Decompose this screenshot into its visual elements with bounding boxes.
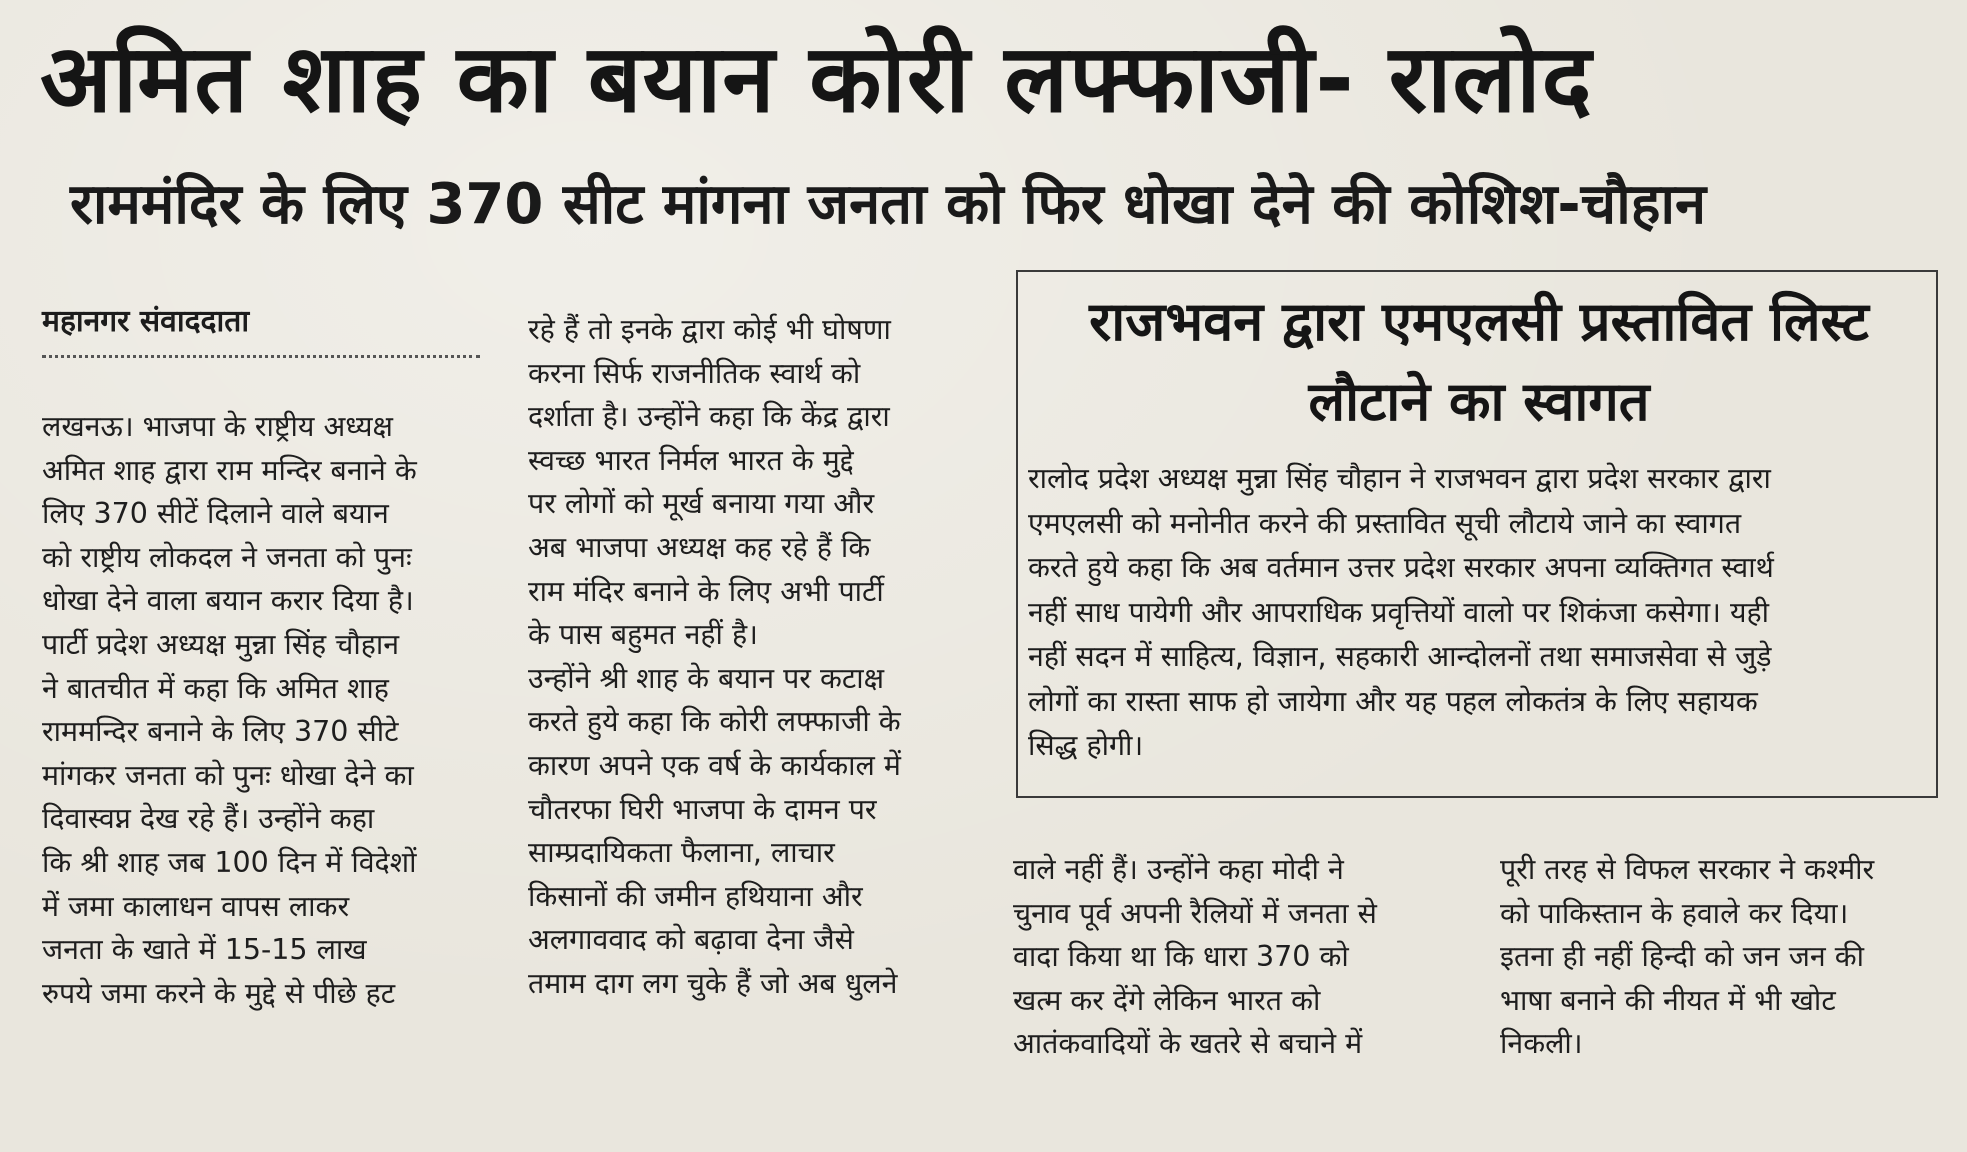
column-line: अलगाववाद को बढ़ावा देना जैसे <box>528 923 854 957</box>
column-line: लखनऊ। भाजपा के राष्ट्रीय अध्यक्ष <box>42 410 393 443</box>
column-line: पर लोगों को मूर्ख बनाया गया और <box>528 487 875 521</box>
column-line: ने बातचीत में कहा कि अमित शाह <box>42 671 389 705</box>
column-line: करना सिर्फ राजनीतिक स्वार्थ को <box>528 356 861 390</box>
column-line: वाले नहीं हैं। उन्होंने कहा मोदी ने <box>1013 853 1344 886</box>
article-column-3 <box>1013 848 1453 1066</box>
box-body-line: करते हुये कहा कि अब वर्तमान उत्तर प्रदेश सरकार अपना व्यक्तिगत स्वार्थ <box>1028 551 1774 584</box>
column-line: के पास बहुमत नहीं है। <box>528 618 758 652</box>
column-line: निकली। <box>1500 1027 1583 1061</box>
box-body-line: सिद्ध होगी। <box>1028 729 1144 762</box>
byline-divider <box>42 355 480 358</box>
column-line: दर्शाता है। उन्होंने कहा कि केंद्र द्वारा <box>528 400 890 434</box>
column-line: दिवास्वप्न देख रहे हैं। उन्होंने कहा <box>42 802 375 836</box>
subheadline: राममंदिर के लिए 370 सीट मांगना जनता को फिर धोखा देने की कोशिश-चौहान <box>70 172 1707 237</box>
box-body-line: रालोद प्रदेश अध्यक्ष मुन्ना सिंह चौहान ने राजभवन द्वारा प्रदेश सरकार द्वारा <box>1028 462 1771 495</box>
column-line: जनता के खाते में 15-15 लाख <box>42 933 367 967</box>
column-line: पार्टी प्रदेश अध्यक्ष मुन्ना सिंह चौहान <box>42 627 400 661</box>
column-line: चुनाव पूर्व अपनी रैलियों में जनता से <box>1013 896 1377 930</box>
column-line: मांगकर जनता को पुनः धोखा देने का <box>42 758 414 792</box>
column-line: कारण अपने एक वर्ष के कार्यकाल में <box>528 748 901 782</box>
article-column-2 <box>528 308 968 1006</box>
column-line: कि श्री शाह जब 100 दिन में विदेशों <box>42 845 417 879</box>
article-column-4 <box>1500 848 1940 1066</box>
column-line: पूरी तरह से विफल सरकार ने कश्मीर <box>1500 853 1875 886</box>
box-body-line: नहीं साध पायेगी और आपराधिक प्रवृत्तियों वालो पर शिकंजा कसेगा। यही <box>1028 595 1770 629</box>
column-line: इतना ही नहीं हिन्दी को जन जन की <box>1500 940 1865 974</box>
column-line: चौतरफा घिरी भाजपा के दामन पर <box>528 792 877 826</box>
column-line: को पाकिस्तान के हवाले कर दिया। <box>1500 896 1849 930</box>
column-line: अब भाजपा अध्यक्ष कह रहे हैं कि <box>528 530 871 564</box>
column-line: तमाम दाग लग चुके हैं जो अब धुलने <box>528 966 898 1000</box>
headline: अमित शाह का बयान कोरी लफ्फाजी- रालोद <box>40 25 1593 134</box>
column-line: साम्प्रदायिकता फैलाना, लाचार <box>528 836 835 870</box>
box-body-line: नहीं सदन में साहित्य, विज्ञान, सहकारी आन्दोलनों तथा समाजसेवा से जुड़े <box>1028 640 1772 673</box>
byline: महानगर संवाददाता <box>42 304 250 339</box>
column-line: करते हुये कहा कि कोरी लफ्फाजी के <box>528 705 901 739</box>
boxed-news-item <box>1016 270 1938 798</box>
column-line: लिए 370 सीटें दिलाने वाले बयान <box>42 497 389 531</box>
box-headline-line: लौटाने का स्वागत <box>1308 370 1650 433</box>
column-line: राममन्दिर बनाने के लिए 370 सीटे <box>42 715 399 749</box>
column-line: में जमा कालाधन वापस लाकर <box>42 889 350 923</box>
column-line: किसानों की जमीन हथियाना और <box>528 879 863 913</box>
box-body-line: एमएलसी को मनोनीत करने की प्रस्तावित सूची लौटाये जाने का स्वागत <box>1028 506 1742 540</box>
column-line: रहे हैं तो इनके द्वारा कोई भी घोषणा <box>528 313 891 346</box>
column-line: राम मंदिर बनाने के लिए अभी पार्टी <box>528 574 884 608</box>
column-line: धोखा देने वाला बयान करार दिया है। <box>42 584 414 618</box>
column-line: को राष्ट्रीय लोकदल ने जनता को पुनः <box>42 540 412 574</box>
column-line: स्वच्छ भारत निर्मल भारत के मुद्दे <box>528 443 854 477</box>
box-headline-line: राजभवन द्वारा एमएलसी प्रस्तावित लिस्ट <box>1089 290 1869 353</box>
column-line: वादा किया था कि धारा 370 को <box>1013 940 1349 974</box>
box-body <box>1028 457 1928 769</box>
column-line: अमित शाह द्वारा राम मन्दिर बनाने के <box>42 453 417 487</box>
article-column-1 <box>42 405 482 1015</box>
box-body-line: लोगों का रास्ता साफ हो जायेगा और यह पहल लोकतंत्र के लिए सहायक <box>1028 684 1758 718</box>
column-line: भाषा बनाने की नीयत में भी खोट <box>1500 983 1836 1017</box>
column-line: खत्म कर देंगे लेकिन भारत को <box>1013 983 1321 1017</box>
column-line: आतंकवादियों के खतरे से बचाने में <box>1013 1027 1363 1061</box>
box-headline <box>1018 282 1940 442</box>
column-line: उन्होंने श्री शाह के बयान पर कटाक्ष <box>528 661 885 695</box>
column-line: रुपये जमा करने के मुद्दे से पीछे हट <box>42 976 396 1010</box>
